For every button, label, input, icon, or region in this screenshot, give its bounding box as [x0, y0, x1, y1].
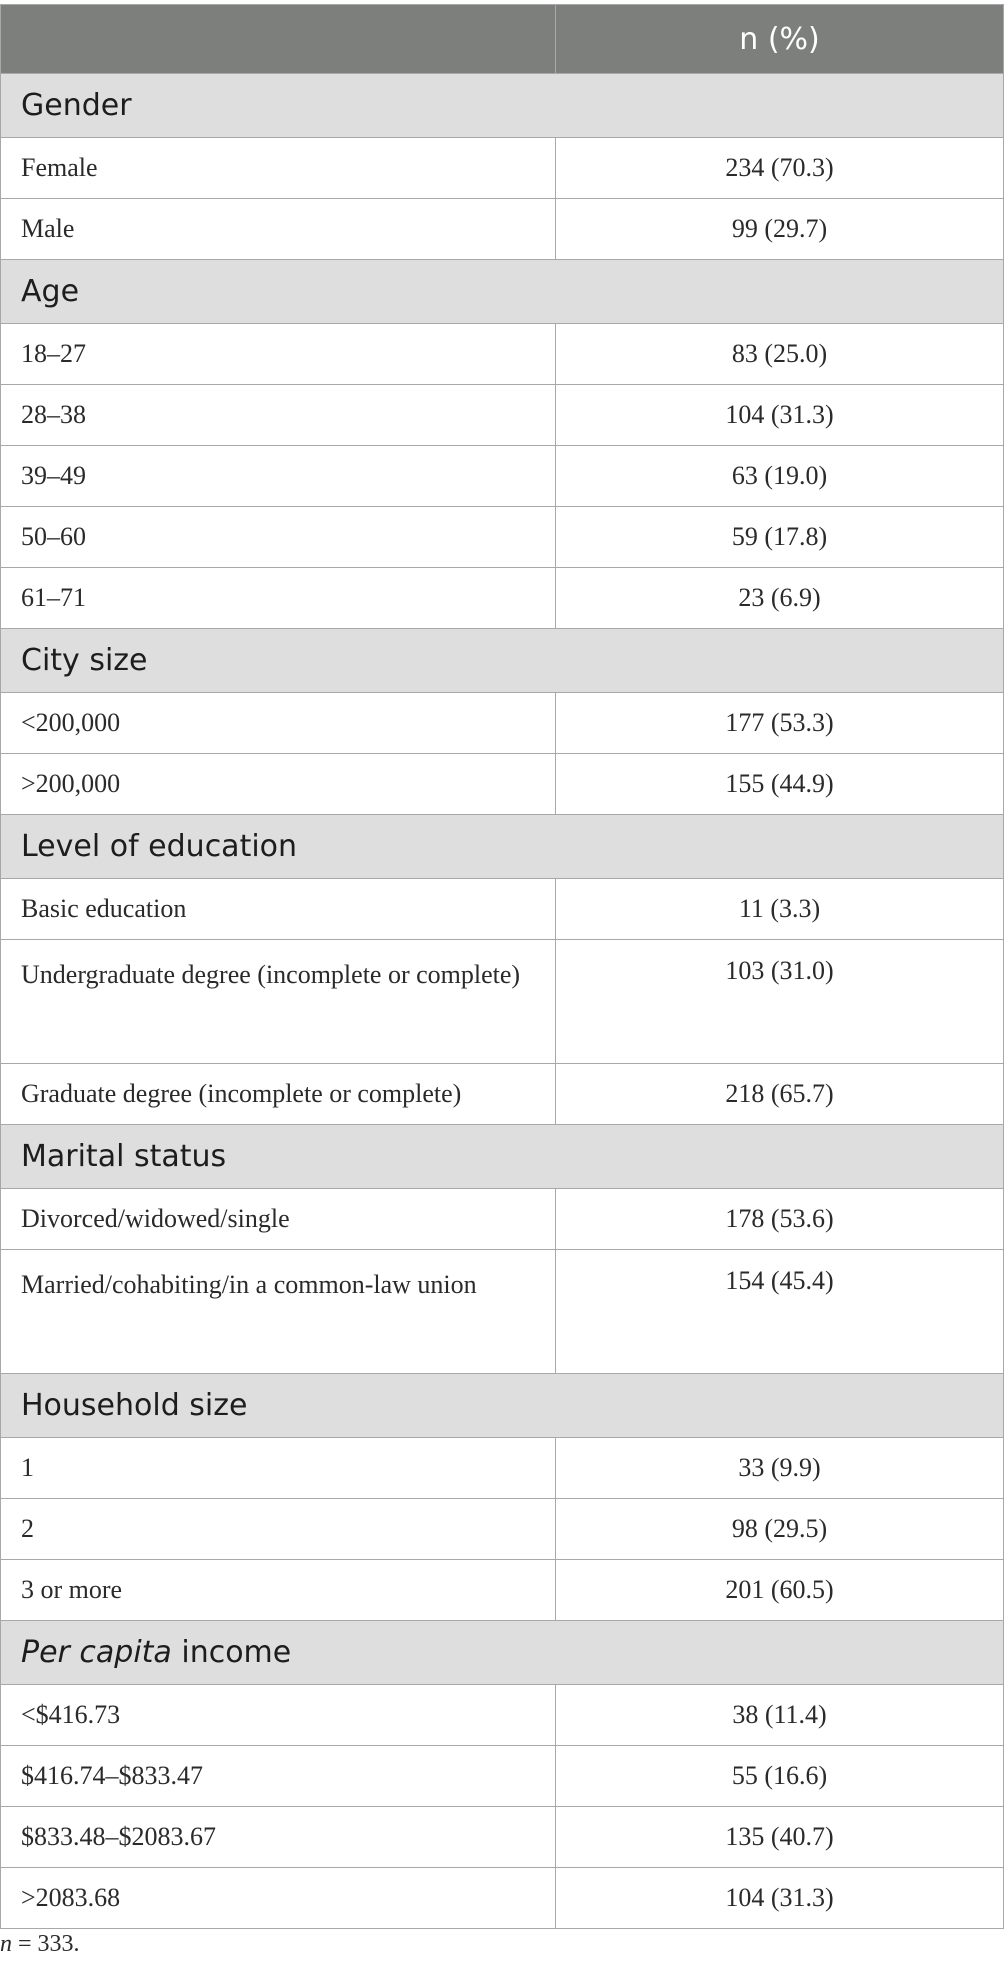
row-label: $416.74–$833.47 — [1, 1746, 556, 1807]
row-value: 83 (25.0) — [556, 324, 1004, 385]
row-label: 50–60 — [1, 507, 556, 568]
row-value: 11 (3.3) — [556, 879, 1004, 940]
row-label: $833.48–$2083.67 — [1, 1807, 556, 1868]
section-header-education — [1, 815, 1004, 879]
table-row — [1, 385, 1004, 446]
table-row — [1, 507, 1004, 568]
header-label-cell — [1, 5, 556, 74]
table-row — [1, 1685, 1004, 1746]
section-header-marital-status — [1, 1125, 1004, 1189]
table-row — [1, 754, 1004, 815]
section-title — [1, 1621, 1004, 1685]
row-value: 234 (70.3) — [556, 138, 1004, 199]
section-title: Gender — [1, 74, 1004, 138]
table-row — [1, 1746, 1004, 1807]
row-value: 201 (60.5) — [556, 1560, 1004, 1621]
table-row — [1, 1807, 1004, 1868]
table-row — [1, 199, 1004, 260]
row-value: 178 (53.6) — [556, 1189, 1004, 1250]
table-row — [1, 1250, 1004, 1374]
row-value: 218 (65.7) — [556, 1064, 1004, 1125]
row-label: 28–38 — [1, 385, 556, 446]
footnote-n-symbol: n — [0, 1931, 12, 1957]
row-label: <200,000 — [1, 693, 556, 754]
table-row — [1, 1438, 1004, 1499]
row-value: 23 (6.9) — [556, 568, 1004, 629]
table-row — [1, 693, 1004, 754]
section-title: Marital status — [1, 1125, 1004, 1189]
row-value: 38 (11.4) — [556, 1685, 1004, 1746]
section-title-rest: income — [171, 1635, 292, 1670]
table-row — [1, 568, 1004, 629]
table-row — [1, 1499, 1004, 1560]
section-title: Age — [1, 260, 1004, 324]
row-label: 1 — [1, 1438, 556, 1499]
row-value: 104 (31.3) — [556, 385, 1004, 446]
table-row — [1, 324, 1004, 385]
row-value: 135 (40.7) — [556, 1807, 1004, 1868]
section-title-italic: Per capita — [21, 1635, 172, 1670]
section-header-gender — [1, 74, 1004, 138]
row-label: Married/cohabiting/in a common-law union — [1, 1250, 556, 1374]
section-title: City size — [1, 629, 1004, 693]
header-row — [1, 5, 1004, 74]
row-value: 154 (45.4) — [556, 1250, 1004, 1374]
table-row — [1, 1560, 1004, 1621]
row-label: 61–71 — [1, 568, 556, 629]
row-value: 98 (29.5) — [556, 1499, 1004, 1560]
row-label: <$416.73 — [1, 1685, 556, 1746]
row-label: 2 — [1, 1499, 556, 1560]
row-value: 55 (16.6) — [556, 1746, 1004, 1807]
row-value: 59 (17.8) — [556, 507, 1004, 568]
section-header-household-size — [1, 1374, 1004, 1438]
row-label: >200,000 — [1, 754, 556, 815]
section-header-per-capita-income — [1, 1621, 1004, 1685]
table-row — [1, 446, 1004, 507]
section-title: Household size — [1, 1374, 1004, 1438]
row-value: 103 (31.0) — [556, 940, 1004, 1064]
row-value: 155 (44.9) — [556, 754, 1004, 815]
row-value: 177 (53.3) — [556, 693, 1004, 754]
row-value: 63 (19.0) — [556, 446, 1004, 507]
row-value: 99 (29.7) — [556, 199, 1004, 260]
table-row — [1, 138, 1004, 199]
header-n-percent: n (%) — [556, 5, 1004, 74]
table-footnote — [0, 1931, 80, 1958]
demographics-table — [0, 4, 1004, 1929]
row-label: Graduate degree (incomplete or complete) — [1, 1064, 556, 1125]
row-label: 18–27 — [1, 324, 556, 385]
row-label: 3 or more — [1, 1560, 556, 1621]
row-value: 104 (31.3) — [556, 1868, 1004, 1929]
table-row — [1, 940, 1004, 1064]
row-label: Basic education — [1, 879, 556, 940]
row-value: 33 (9.9) — [556, 1438, 1004, 1499]
footnote-text: = 333. — [12, 1931, 80, 1957]
section-header-city-size — [1, 629, 1004, 693]
table-row — [1, 879, 1004, 940]
row-label: Divorced/widowed/single — [1, 1189, 556, 1250]
table-row — [1, 1868, 1004, 1929]
row-label: Male — [1, 199, 556, 260]
section-header-age — [1, 260, 1004, 324]
row-label: Undergraduate degree (incomplete or complete) — [1, 940, 556, 1064]
row-label: Female — [1, 138, 556, 199]
row-label: >2083.68 — [1, 1868, 556, 1929]
table-row — [1, 1064, 1004, 1125]
row-label: 39–49 — [1, 446, 556, 507]
section-title: Level of education — [1, 815, 1004, 879]
table-row — [1, 1189, 1004, 1250]
